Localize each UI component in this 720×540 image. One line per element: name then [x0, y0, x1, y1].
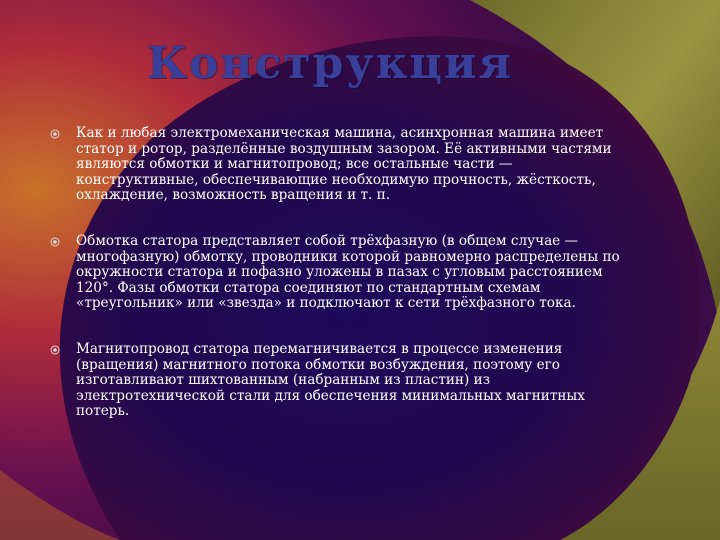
circle-target-icon [50, 345, 60, 355]
list-item [48, 126, 628, 204]
circle-target-icon [50, 129, 60, 139]
bullet-text: Обмотка статора представляет собой трёхфазную (в общем случае — многофазную) обмотку, проводники которой равномерно распределены по окружности статора и пофазно уложены в пазах с угловым расстоянием 120°. Фазы обмотки статора соединяют по стандартным схемам «треугольник» или «звезда» и подключают к сети трёхфазного тока. [76, 232, 620, 312]
list-item [48, 342, 628, 420]
slide-title: Конструкция [147, 38, 513, 89]
bullet-text: Как и любая электромеханическая машина, асинхронная машина имеет статор и ротор, разделённые воздушным зазором. Её активными частями являются обмотки и магнитопровод; все остальные части — конструктивные, обеспечивающие необходимую прочность, жёсткость, охлаждение, возможность вращения и т. п. [76, 125, 612, 204]
list-item [48, 234, 628, 312]
bullet-list [48, 126, 628, 450]
bullet-text: Магнитопровод статора перемагничивается в процессе изменения (вращения) магнитного потока обмотки возбуждения, поэтому его изготавливают шихтованным (набранным из пластин) из электротехнической стали для обеспечения минимальных магнитных потерь. [76, 340, 585, 420]
circle-target-icon [50, 237, 60, 247]
